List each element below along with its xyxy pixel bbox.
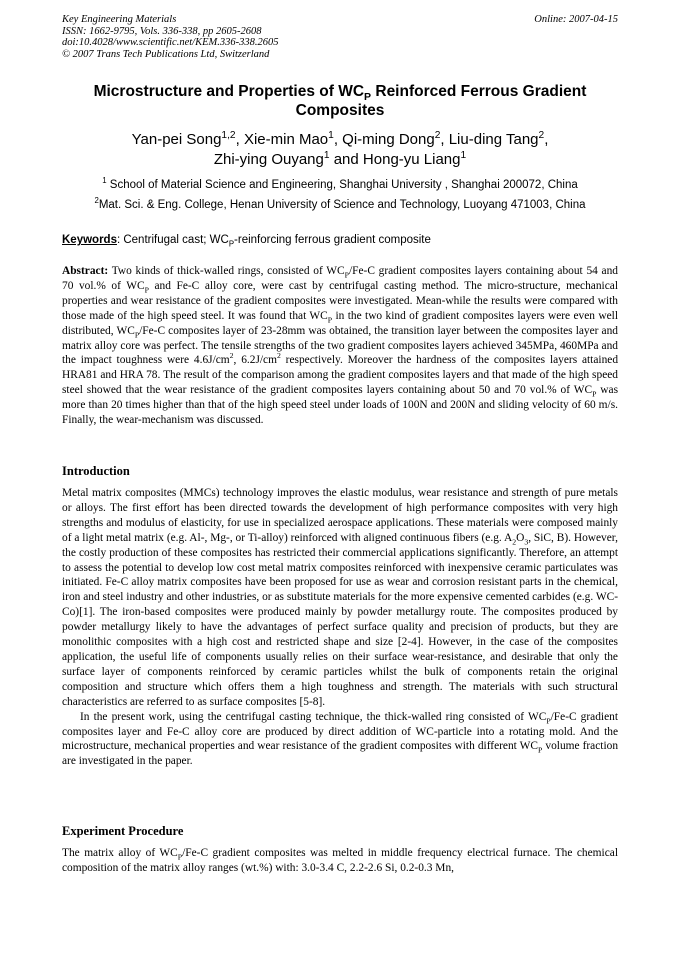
issn-line: ISSN: 1662-9795, Vols. 336-338, pp 2605-2608 bbox=[62, 25, 262, 37]
section-heading-experiment: Experiment Procedure bbox=[62, 824, 184, 838]
doi-line: doi:10.4028/www.scientific.net/KEM.336-338.2605 bbox=[62, 37, 279, 49]
author: Yan-pei Song bbox=[131, 131, 222, 148]
intro-paragraph-2: In the present work, using the centrifugal casting technique, the thick-walled ring consisted of $WC_P/Fe-C$ gradient composites layer and Fe-C alloy core are produced by direct addition of WC-particle into a rotating mold. And the microstructure, mechanical properties and wear resistance of the gradient composites with different $WC_P$ volume fraction are investigated in the paper. bbox=[62, 710, 619, 768]
keywords: Keywords: Centrifugal cast; $WC_P$-reinforcing ferrous gradient composite bbox=[62, 234, 431, 249]
paper-title: Microstructure and Properties of $WC_P$ Reinforced Ferrous Gradient Composites bbox=[93, 83, 587, 119]
affiliation-2: $^2$Mat. Sci. & Eng. College, Henan University of Science and Technology, Luoyang 471003, China bbox=[94, 196, 586, 211]
abstract-label: Abstract: bbox=[62, 265, 109, 277]
section-heading-introduction: Introduction bbox=[62, 464, 130, 478]
abstract: Abstract: Two kinds of thick-walled rings, consisted of $WC_P/Fe-C$ gradient composites layers containing about 54 and 70 vol.% of $WC_P$ and Fe-C alloy core, were cast by centrifugal casting method. The micro-structure, mechanical properties and wear resistance of the gradient composites were investigated. Mean-while the results were compared with those made of the high speed steel. It was found that $WC_P$ in the two kind of gradient composites layers were even well distributed, $WC_P/Fe-C$ composites layer of 23-28mm was obtained, the transition layer between the composites layer and matrix alloy core was perfect. The tensile strengths of the two gradient composites layers achieved 345MPa, 460MPa and the impact toughness were $4.6J/cm^2$, $6.2J/cm^2$ respectively. Moreover the hardness of the composites layers attained HRA81 and HRA 78. The result of the comparison among the gradient composites layers and that made of the high speed steel showed that the wear resistance of the gradient composites layers containing about 50 and 70 vol.% of $WC_P$ was more than 20 times higher than that of the high speed steel under loads of 100N and 200N and sliding velocity of 60 m/s. Finally, the wear-mechanism was discussed. bbox=[62, 265, 619, 427]
keywords-label: Keywords bbox=[62, 234, 117, 246]
intro-paragraph-1: Metal matrix composites (MMCs) technology improves the elastic modulus, wear resistance and strength of pure metals or alloys. The first effort has been directed towards the development of high performance composites with very high strengths and modulus of elasticity, for use in specialized aerospace applications. These materials were composed mainly of a light metal matrix (e.g. Al-, Mg-, or Ti-alloy) reinforced with aligned continuous fibers (e.g. $A_2O_3$, SiC, B). However, the costly production of these composites has restricted their commercial applications significantly. Therefore, an attempt to assess the potential to develop low cost metal matrix composites reinforced with inexpensive ceramic particulates was initiated. Fe-C alloy matrix composites have been proposed for use as wear and corrosion resistant parts in the chemical, iron and steel industry and other industries, or as substitute materials for the more expensive cemented carbides (e.g. WC-Co)[1]. The iron-based composites were produced mainly by powder metallurgy route. The composites produced by powder metallurgy likely to have the advantages of perfect surface quality and precision of products, but they are monolithic composites with a high cost and restricted shape and size [2-4]. However, in the case of the composites application, the useful life of components usually relies on their surface wear-resistance, and desirable that only the surface layer of components reinforced by ceramic particles whilst the bulk of components retain the original composition and structure which offers them a high toughness and strength. The materials with such structural characteristics are referred to as surface composites [5-8]. bbox=[62, 487, 618, 708]
journal-name: Key Engineering Materials bbox=[62, 14, 177, 25]
author: Hong-yu Liang bbox=[362, 151, 461, 168]
author: Liu-ding Tang bbox=[448, 131, 539, 148]
author-list: Yan-pei Song$^{1,2}$, Xie-min Mao$^1$, Qi-ming Dong$^2$, Liu-ding Tang$^2$, Zhi-ying Ouyang$^1$ and Hong-yu Liang$^1$ bbox=[131, 130, 549, 168]
author: Zhi-ying Ouyang bbox=[213, 151, 324, 168]
running-header bbox=[62, 14, 618, 60]
introduction-body bbox=[62, 486, 618, 769]
experiment-body: The matrix alloy of $WC_P/Fe-C$ gradient composites was melted in middle frequency electrical furnace. The chemical composition of the matrix alloy ranges (wt.%) with: 3.0-3.4 C, 2.2-2.6 Si, 0.2-0.3 Mn, bbox=[62, 847, 618, 874]
author: Qi-ming Dong bbox=[342, 131, 435, 148]
author: Xie-min Mao bbox=[243, 131, 329, 148]
online-date: Online: 2007-04-15 bbox=[534, 14, 618, 25]
copyright-line: © 2007 Trans Tech Publications Ltd, Switzerland bbox=[62, 48, 270, 60]
affiliation-1: $^1$ School of Material Science and Engineering, Shanghai University , Shanghai 200072, China bbox=[102, 176, 578, 191]
